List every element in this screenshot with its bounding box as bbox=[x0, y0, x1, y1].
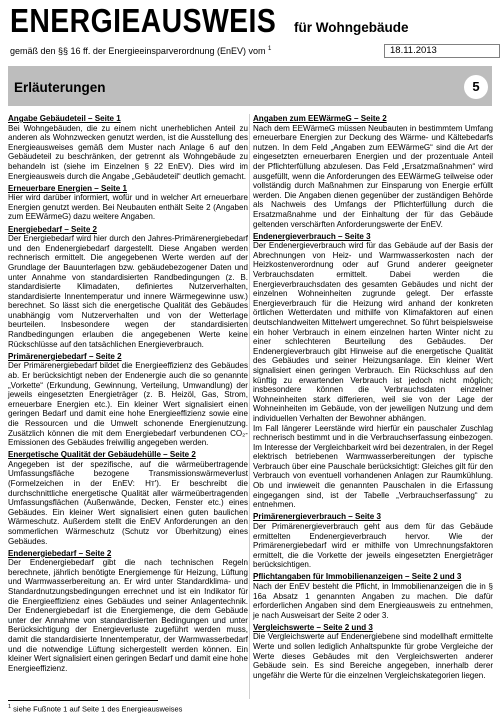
section-body: Der Endenergiebedarf gibt die nach technischen Regeln berechnete, jährlich benötigte Energiemenge für Heizung, Lüftung und Warmwasserbereitung an. Er wird unter Standardklima- und Standardnutzungsbedingungen errechnet und ist ein Indikator für die Energieeffizienz eines Gebäudes und seiner Anlagentechnik. Der Endenergiebedarf ist die Energiemenge, die dem Gebäude unter der Annahme von standardisierten Bedingungen und unter Berücksichtigung der Energieverluste zugeführt werden muss, damit die standardisierte Innentemperatur, der Warmwasserbedarf und die notwendige Lüftung sichergestellt werden können. Ein kleiner Wert signalisiert einen geringen Bedarf und damit eine hohe Energieeffizienz. bbox=[8, 558, 248, 673]
section-primaerenergiebedarf bbox=[8, 352, 248, 448]
section-heading: Energiebedarf – Seite 2 bbox=[8, 224, 97, 234]
section-body: Bei Wohngebäuden, die zu einem nicht unerheblichen Anteil zu anderen als Wohnzwecken genutzt werden, ist die Ausstellung des Energieausweises gemäß dem Muster nach Anlage 6 auf den Gebäudeteil zu beschränken, der getrennt als Wohngebäude zu behandeln ist (siehe im Einzelnen § 22 EnEV). Dies wird im Energieausweis durch die Angabe „Gebäudeteil“ deutlich gemacht. bbox=[8, 123, 248, 181]
left-column bbox=[8, 114, 248, 676]
section-body: Nach der EnEV besteht die Pflicht, in Immobilienanzeigen die in § 16a Absatz 1 genannten Angaben zu machen. Die dafür erforderlichen Angaben sind dem Energieausweis zu entnehmen, je nach Ausweisart der Seite 2 oder 3. bbox=[253, 582, 493, 620]
right-column bbox=[253, 114, 493, 683]
banner-title: Erläuterungen bbox=[14, 80, 106, 95]
footnote-mark: 1 bbox=[8, 704, 12, 710]
regulation-date-box: 18.11.2013 bbox=[384, 44, 500, 58]
section-endenergiebedarf bbox=[8, 549, 248, 674]
section-heading: Primärenergieverbrauch – Seite 3 bbox=[253, 512, 381, 522]
section-heading: Angaben zum EEWärmeG – Seite 2 bbox=[253, 114, 387, 123]
section-energiebedarf bbox=[8, 225, 248, 350]
section-endenergieverbrauch bbox=[253, 232, 493, 510]
footnote-rule bbox=[8, 700, 158, 701]
section-banner bbox=[8, 66, 492, 110]
section-gebaeudeteil bbox=[8, 114, 248, 181]
law-reference bbox=[10, 46, 271, 56]
section-heading: Vergleichswerte – Seite 2 und 3 bbox=[253, 622, 373, 632]
section-pflichtangaben bbox=[253, 572, 493, 620]
section-body: Angegeben ist der spezifische, auf die wärmeübertragende Umfassungsfläche bezogene Transmissionswärmeverlust (Formelzeichen in der EnEV: Hᴛ'). Er beschreibt die durchschnittliche energetische Qualität aller wärmeübertragenden Umfassungsflächen (Außenwände, Decken, Fenster etc.) eines Gebäudes. Ein kleiner Wert signalisiert einen guten baulichen Wärmeschutz. Außerdem stellt die EnEV Anforderungen an den sommerlichen Wärmeschutz (Schutz vor Überhitzung) eines Gebäudes. bbox=[8, 459, 248, 546]
footnote bbox=[8, 704, 492, 714]
section-heading: Energetische Qualität der Gebäudehülle – Seite 2 bbox=[8, 450, 196, 460]
section-heading: Endenergieverbrauch – Seite 3 bbox=[253, 231, 371, 241]
footnote-text: siehe Fußnote 1 auf Seite 1 des Energieausweises bbox=[13, 704, 183, 714]
section-eewaermeg bbox=[253, 114, 493, 229]
document-subtitle: für Wohngebäude bbox=[294, 20, 409, 35]
section-heading: Angabe Gebäudeteil – Seite 1 bbox=[8, 114, 121, 123]
section-gebaeudehuelle bbox=[8, 450, 248, 546]
section-primaerenergieverbrauch bbox=[253, 512, 493, 570]
law-reference-text: gemäß den §§ 16 ff. der Energieeinsparverordnung (EnEV) vom bbox=[10, 46, 266, 56]
section-heading: Pflichtangaben für Immobilienanzeigen – Seite 2 und 3 bbox=[253, 572, 462, 582]
section-heading: Primärenergiebedarf – Seite 2 bbox=[8, 351, 122, 361]
footnote-area bbox=[8, 700, 492, 718]
column-divider bbox=[249, 114, 250, 699]
section-body: Hier wird darüber informiert, wofür und in welcher Art erneuerbare Energien genutzt werden. Bei Neubauten enthält Seite 2 (Angaben zum EEWärmeG) dazu weitere Angaben. bbox=[8, 193, 248, 222]
section-erneuerbare-energien bbox=[8, 184, 248, 222]
section-heading: Endenergiebedarf – Seite 2 bbox=[8, 548, 112, 558]
section-body: Die Vergleichswerte auf Endenergiebene sind modellhaft ermittelte Werte und sollen lediglich Anhaltspunkte für grobe Vergleiche der Werte dieses Gebäudes mit den Vergleichswerten anderer Gebäude sein. Es sind Bereiche angegeben, innerhalb derer ungefähr die Werte für die einzelnen Vergleichskategorien liegen. bbox=[253, 632, 493, 680]
document-title: ENERGIEAUSWEIS bbox=[10, 2, 277, 39]
section-body: Der Primärenergieverbrauch geht aus dem für das Gebäude ermittelten Endenergieverbrauch hervor. Wie der Primärenergiebedarf wird er mithilfe von Umrechnungsfaktoren ermittelt, die die Vorkette der jeweils eingesetzten Energieträger berücksichtigen. bbox=[253, 521, 493, 570]
section-body: Der Primärenergiebedarf bildet die Energieeffizienz des Gebäudes ab. Er berücksichtigt neben der Endenergie auch die so genannte „Vorkette“ (Erkundung, Gewinnung, Verteilung, Umwandlung) der jeweils eingesetzten Energieträger (z. B. Heizöl, Gas, Strom, erneuerbare Energien etc.). Ein kleiner Wert signalisiert einen geringen Bedarf und damit eine hohe Energieeffizienz sowie eine die Ressourcen und die Umwelt schonende Energienutzung. Zusätzlich können die mit dem Energiebedarf verbundenen CO₂-Emissionen des Gebäudes freiwillig angegeben werden. bbox=[8, 361, 248, 448]
section-body: Der Endenergieverbrauch wird für das Gebäude auf der Basis der Abrechnungen von Heiz- und Warmwasserkosten nach der Heizkostenverordnung oder auf Grund anderer geeigneter Verbrauchsdaten ermittelt. Dabei werden die Energieverbrauchsdaten des gesamten Gebäudes und nicht der einzelnen Wohneinheiten zugrunde gelegt. Der erfasste Energieverbrauch für die Heizung wird anhand der konkreten örtlichen Wetterdaten und mithilfe von Klimafaktoren auf einen deutschlandweiten Mittelwert umgerechnet. So führt beispielsweise ein hoher Verbrauch in einem einzelnen harten Winter nicht zu einer schlechteren Beurteilung des Gebäudes. Der Endenergieverbrauch gibt Hinweise auf die energetische Qualität des Gebäudes und seiner Heizungsanlage. Ein kleiner Wert signalisiert einen geringen Verbrauch. Ein Rückschluss auf den künftig zu erwartenden Verbrauch ist jedoch nicht möglich; insbesondere können die Verbrauchsdaten einzelner Wohneinheiten stark differieren, weil sie von der Lage der Wohneinheiten im Gebäude, von der jeweiligen Nutzung und dem individuellen Verhalten der Bewohner abhängen. Im Fall längerer Leerstände wird hierfür ein pauschaler Zuschlag rechnerisch bestimmt und in die Verbrauchserfassung einbezogen. Im Interesse der Vergleichbarkeit wird bei dezentralen, in der Regel elektrisch betriebenen Warmwasserbereitungen der typische Verbrauch über eine Pauschale berücksichtigt: Gleiches gilt für den Verbrauch von eventuell vorhandenen Anlagen zur Raumkühlung. Ob und inwieweit die genannten Pauschalen in die Erfassung eingegangen sind, ist der Tabelle „Verbrauchserfassung“ zu entnehmen. bbox=[253, 241, 493, 510]
section-heading: Erneuerbare Energien – Seite 1 bbox=[8, 183, 127, 193]
section-body: Der Energiebedarf wird hier durch den Jahres-Primärenergiebedarf und den Endenergiebedarf dargestellt. Diese Angaben werden rechnerisch ermittelt. Die angegebenen Werte werden auf der Grundlage der Bauunterlagen bzw. gebäudebezogener Daten und unter Annahme von standardisierten Randbedingungen (z. B. standardisierte Klimadaten, definiertes Nutzerverhalten, standardisierte Innentemperatur und innere Wärmegewinne usw.) berechnet. So lässt sich die energetische Qualität des Gebäudes unabhängig vom Nutzerverhalten und von der Wetterlage beurteilen. Insbesondere wegen der standardisierten Randbedingungen erlauben die angegebenen Werte keine Rückschlüsse auf den tatsächlichen Energieverbrauch. bbox=[8, 234, 248, 349]
footnote-ref: 1 bbox=[268, 46, 272, 52]
page-number-badge: 5 bbox=[464, 75, 488, 99]
section-vergleichswerte bbox=[253, 623, 493, 681]
law-reference-line bbox=[8, 44, 492, 58]
section-body: Nach dem EEWärmeG müssen Neubauten in bestimmtem Umfang erneuerbare Energien zur Deckung des Wärme- und Kältebedarfs nutzen. In dem Feld „Angaben zum EEWärmeG“ sind die Art der eingesetzten erneuerbaren Energien und der prozentuale Anteil der Pflichterfüllung abzulesen. Das Feld „Ersatzmaßnahmen“ wird ausgefüllt, wenn die Anforderungen des EEWärmeG teilweise oder vollständig durch Maßnahmen zur Einsparung von Energie erfüllt werden. Die Angaben dienen gegenüber der zuständigen Behörde als Nachweis des Umfangs der Pflichterfüllung durch die Ersatzmaßnahme und der Einhaltung der für das Gebäude geltenden verschärften Anforderungswerte der EnEV. bbox=[253, 123, 493, 229]
document-header bbox=[8, 2, 492, 39]
